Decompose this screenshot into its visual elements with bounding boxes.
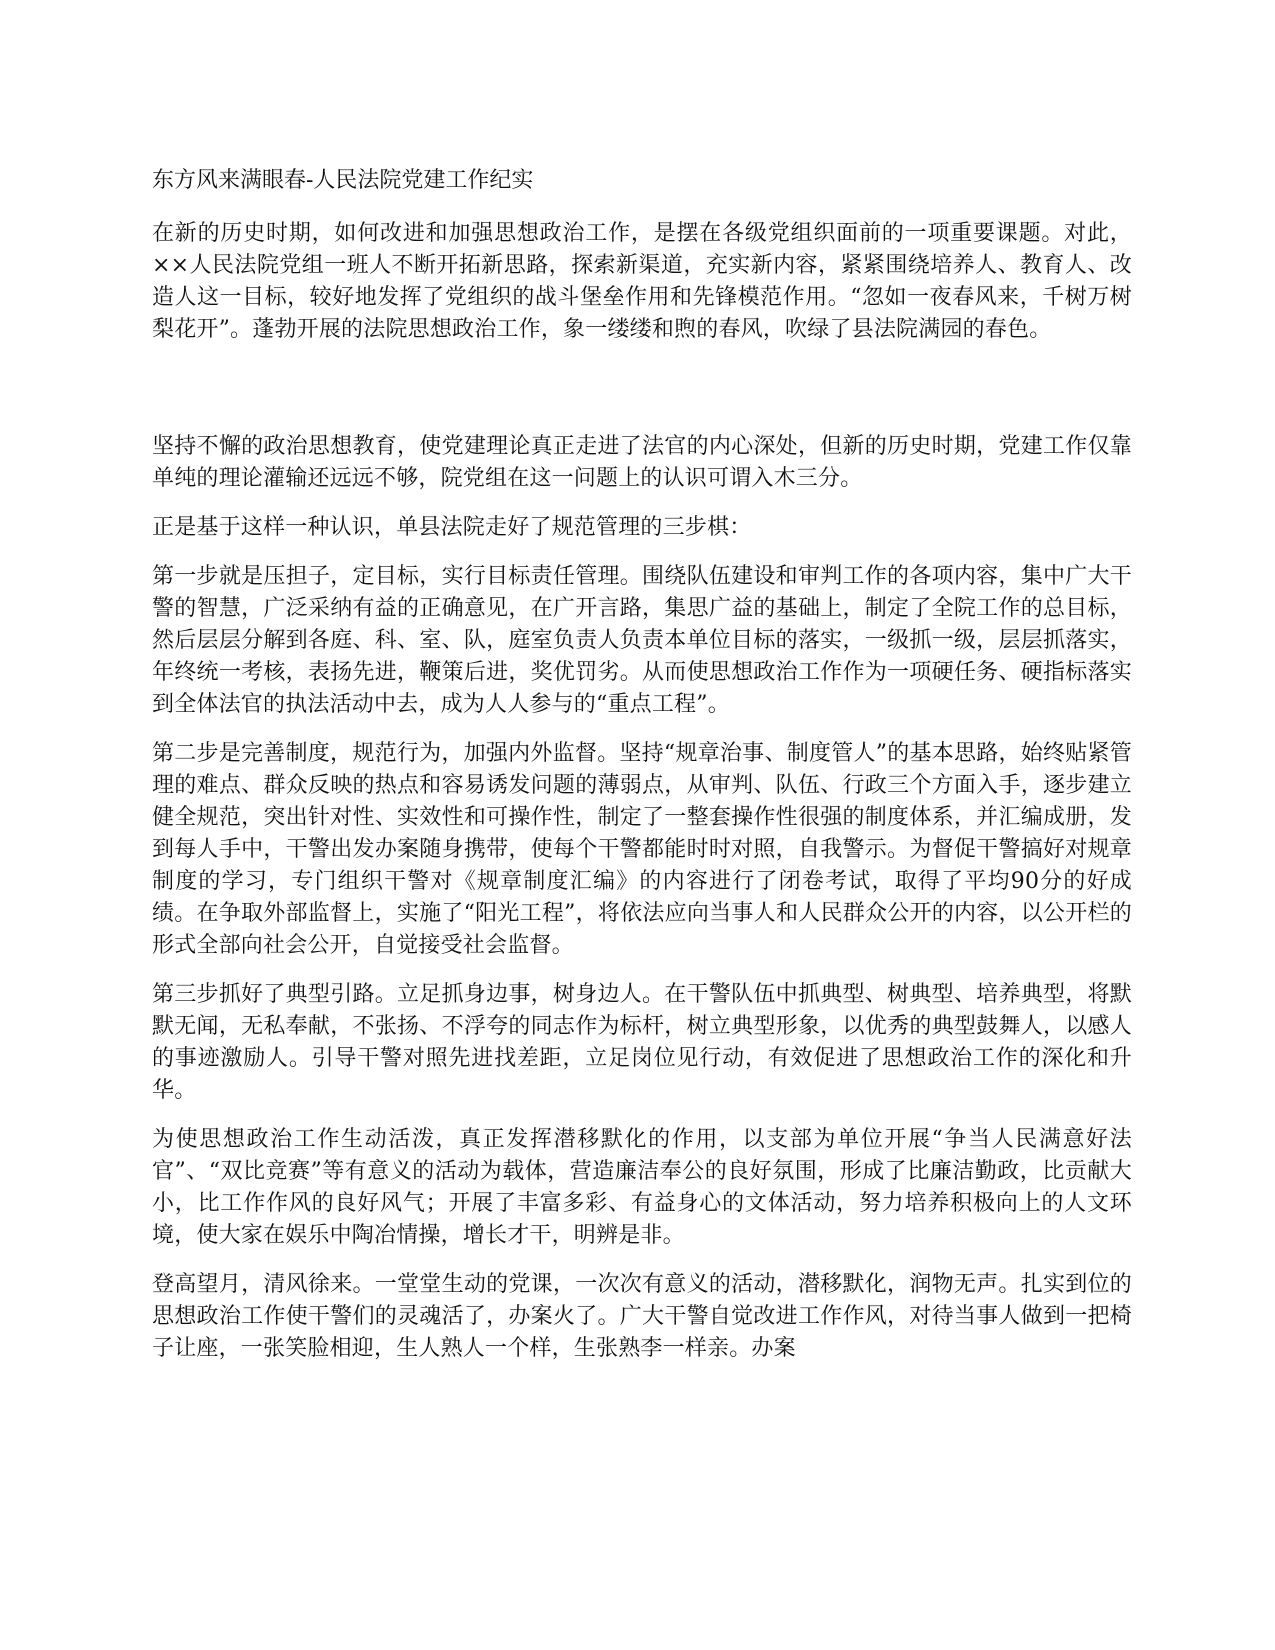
document-page	[152, 165, 1132, 1382]
paragraph-activities: 为使思想政治工作生动活泼，真正发挥潜移默化的作用，以支部为单位开展“争当人民满意好法官”、“双比竞赛”等有意义的活动为载体，营造廉洁奉公的良好氛围，形成了比廉洁勤政，比贡献大小，比工作作风的良好风气；开展了丰富多彩、有益身心的文体活动，努力培养积极向上的人文环境，使大家在娱乐中陶冶情操，增长才干，明辨是非。	[152, 1127, 1132, 1248]
paragraph-intro: 在新的历史时期，如何改进和加强思想政治工作，是摆在各级党组织面前的一项重要课题。对此，××人民法院党组一班人不断开拓新思路，探索新渠道，充实新内容，紧紧围绕培养人、教育人、改造人这一目标，较好地发挥了党组织的战斗堡垒作用和先锋模范作用。“忽如一夜春风来，千树万树梨花开”。蓬勃开展的法院思想政治工作，象一缕缕和煦的春风，吹绿了县法院满园的春色。	[152, 221, 1132, 342]
paragraph-step-one: 第一步就是压担子，定目标，实行目标责任管理。围绕队伍建设和审判工作的各项内容，集中广大干警的智慧，广泛采纳有益的正确意见，在广开言路，集思广益的基础上，制定了全院工作的总目标，然后层层分解到各庭、科、室、队，庭室负责人负责本单位目标的落实，一级抓一级，层层抓落实，年终统一考核，表扬先进，鞭策后进，奖优罚劣。从而使思想政治工作作为一项硬任务、硬指标落实到全体法官的执法活动中去，成为人人参与的“重点工程”。	[152, 564, 1132, 717]
paragraph-step-two: 第二步是完善制度，规范行为，加强内外监督。坚持“规章治事、制度管人”的基本思路，始终贴紧管理的难点、群众反映的热点和容易诱发问题的薄弱点，从审判、队伍、行政三个方面入手，逐步建立健全规范，突出针对性、实效性和可操作性，制定了一整套操作性很强的制度体系，并汇编成册，发到每人手中，干警出发办案随身携带，使每个干警都能时时对照，自我警示。为督促干警搞好对规章制度的学习，专门组织干警对《规章制度汇编》的内容进行了闭卷考试，取得了平均90分的好成绩。在争取外部监督上，实施了“阳光工程”，将依法应向当事人和人民群众公开的内容，以公开栏的形式全部向社会公开，自觉接受社会监督。	[152, 741, 1132, 958]
paragraph-step-three: 第三步抓好了典型引路。立足抓身边事，树身边人。在干警队伍中抓典型、树典型、培养典型，将默默无闻，无私奉献，不张扬、不浮夸的同志作为标杆，树立典型形象，以优秀的典型鼓舞人，以感人的事迹激励人。引导干警对照先进找差距，立足岗位见行动，有效促进了思想政治工作的深化和升华。	[152, 982, 1132, 1103]
paragraph-conclusion: 登高望月，清风徐来。一堂堂生动的党课，一次次有意义的活动，潜移默化，润物无声。扎实到位的思想政治工作使干警们的灵魂活了，办案火了。广大干警自觉改进工作作风，对待当事人做到一把椅子让座，一张笑脸相迎，生人熟人一个样，生张熟李一样亲。办案	[152, 1272, 1132, 1361]
paragraph-three-steps-intro: 正是基于这样一种认识，单县法院走好了规范管理的三步棋：	[152, 515, 752, 540]
paragraph-spacer	[152, 363, 1132, 431]
paragraph-education: 坚持不懈的政治思想教育，使党建理论真正走进了法官的内心深处，但新的历史时期，党建工作仅靠单纯的理论灌输还远远不够，院党组在这一问题上的认识可谓入木三分。	[152, 434, 1132, 491]
document-title: 东方风来满眼春-人民法院党建工作纪实	[152, 168, 534, 193]
